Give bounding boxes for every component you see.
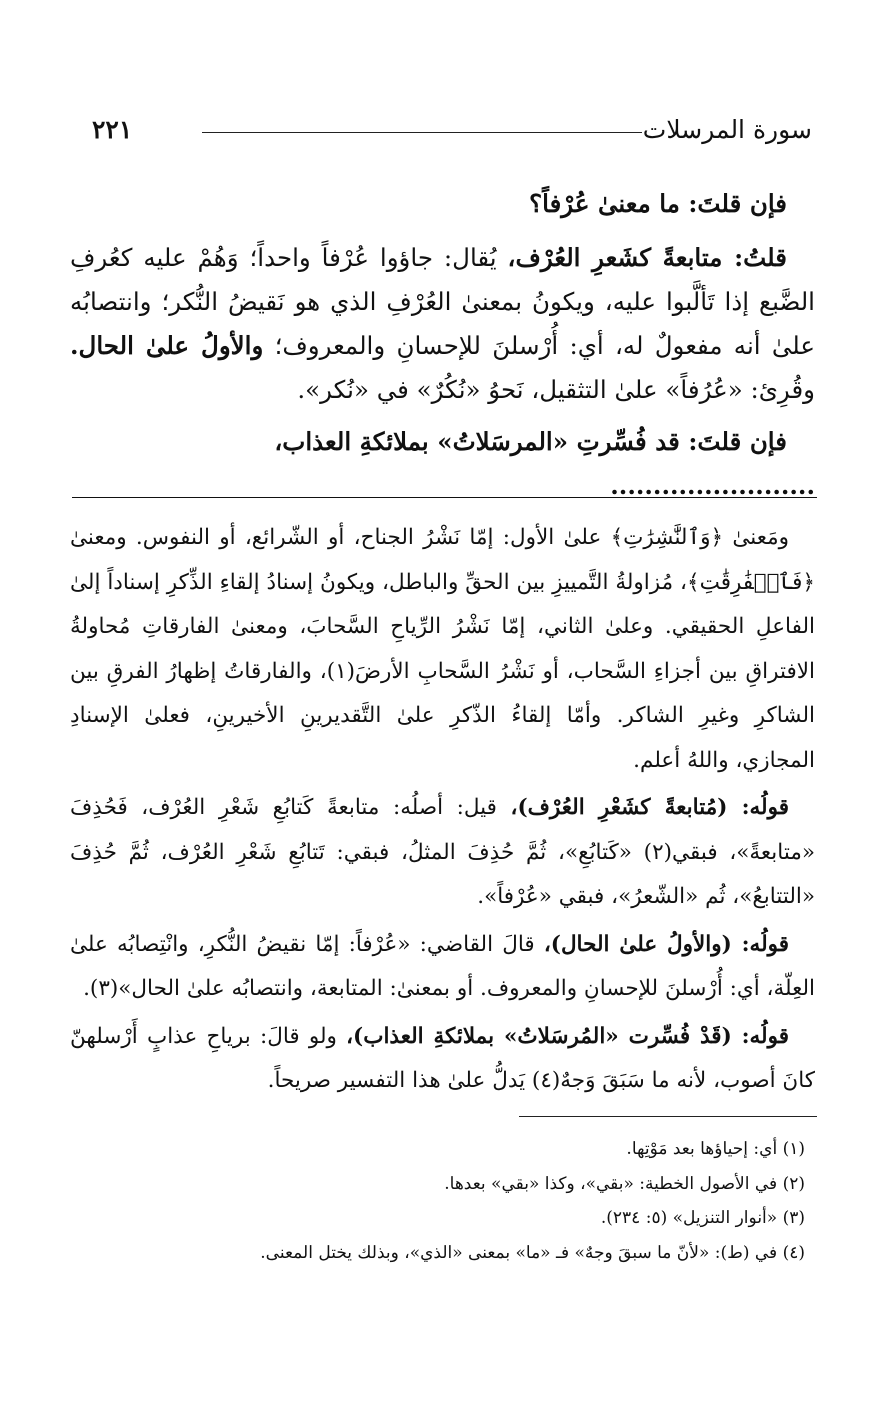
commentary-paragraph-2 [70, 786, 815, 920]
footnote-4: (٤) في (ط): «لأنّ ما سبقَ وجهٌ» فـ «ما» بمعنى «الذي»، وبذلك يختل المعنى. [260, 1242, 805, 1263]
text-commentary-divider [72, 497, 817, 498]
commentary-quote-3: قولُه: (والأولُ علىٰ الحال)، [543, 931, 790, 957]
footnote-1: (١) أي: إحياؤها بعد مَوْتِها. [626, 1139, 805, 1159]
commentary-body-3: قالَ القاضي: «عُرْفاً: إمّا نقيضُ النُّكرِ، وانْتِصابُه علىٰ العِلّة، أي: أُرْسلنَ للإحسانِ والمعروف. أو بمعنىٰ: المتابعة، وانتصابُه علىٰ الحال»(٣). [70, 931, 815, 1001]
question-1 [70, 182, 815, 226]
answer-1-reading: وقُرِئ: «عُرُفاً» علىٰ التثقيل، نَحوُ «نُكُرٌ» في «نُكر». [297, 375, 815, 404]
main-text [70, 182, 815, 508]
header-rule [202, 132, 642, 133]
commentary-body-2: قيل: أصلُه: متابعةً كَتابُعِ شَعْرِ العُرْف، فَحُذِفَ «متابعةً»، فبقي(٢) «كَتابُعِ»، ثُمَّ حُذِفَ المثلُ، فبقي: تَتابُعِ شَعْرِ العُرْف، ثُمَّ حُذِفَ «التتابعُ»، ثُم «الشّعرُ»، فبقي «عُرْفاً». [70, 795, 816, 909]
question-1-text: فإن قلتَ: ما معنىٰ عُرْفاً؟ [529, 189, 787, 218]
commentary-paragraph-1: ومَعنىٰ ﴿وَٱلنَّٰشِرَٰتِ﴾ علىٰ الأول: إمّا نَشْرُ الجناح، أو الشّرائع، أو النفوس. ومعنىٰ ﴿فَٱلۡفَٰرِقَٰتِ﴾، مُزاولةُ التَّمييزِ بين الحقِّ والباطل، ويكونُ إسنادُ إلقاءِ الذِّكرِ إسناداً إلىٰ الفاعلِ الحقيقي. وعلىٰ الثاني، إمّا نَشْرُ الرِّياحِ السَّحابَ، ومعنىٰ الفارقاتِ مُحاولةُ الافتراقِ بين أجزاءِ السَّحاب، أو نَشْرُ السَّحابِ الأرضَ(١)، والفارقاتُ إظهارُ الفرقِ بين الشاكرِ وغيرِ الشاكر. وأمّا إلقاءُ الذّكرِ علىٰ التَّقديرينِ الأخيرينِ، فعلىٰ الإسنادِ المجازي، واللهُ أعلم. [70, 525, 815, 773]
commentary-paragraph-3 [70, 923, 815, 1012]
answer-1 [70, 236, 815, 412]
question-2-text: فإن قلتَ: قد فُسِّرتِ «المرسَلاتُ» بملائكةِ العذاب، ........................ [274, 427, 815, 500]
footnote-rule [519, 1116, 817, 1117]
commentary-quote-4: قولُه: (قَدْ فُسِّرت «المُرسَلاتُ» بملائكةِ العذاب)، [346, 1023, 789, 1049]
commentary-text [70, 516, 815, 1107]
footnote-2: (٢) في الأصول الخطية: «بقي»، وكذا «بقي» بعدها. [444, 1173, 805, 1194]
answer-1-ruling: والأولُ علىٰ الحال. [70, 331, 264, 360]
commentary-quote-2: قولُه: (مُتابعةً كشَعْرِ العُرْف)، [510, 795, 789, 820]
commentary-body-4: ولو قالَ: برياحِ عذابٍ أَرْسلهنّ كانَ أصوب، لأنه ما سَبَقَ وَجهٌ(٤) يَدلُّ علىٰ هذا التفسير صريحاً. [70, 1023, 815, 1093]
footnote-3: (٣) «أنوار التنزيل» (٥: ٢٣٤). [600, 1208, 805, 1228]
page-header [92, 112, 812, 148]
answer-1-body: يُقال: جاؤوا عُرْفاً واحداً؛ وَهُمْ عليه كعُرفِ الضَّبع إذا تَألَّبوا عليه، ويكونُ بمعنىٰ العُرْفِ الذي هو نَقيضُ النُّكر؛ وانتصابُه علىٰ أنه مفعولٌ له، أي: أُرْسلنَ للإحسانِ والمعروف؛ [70, 243, 815, 360]
page-number: ٢٢١ [92, 115, 133, 144]
commentary-paragraph-4 [70, 1015, 815, 1104]
footnotes [70, 1132, 815, 1270]
question-2 [70, 420, 815, 508]
answer-1-lead: قلتُ: متابعةً كشَعرِ العُرْف، [507, 243, 787, 272]
running-title: سورة المرسلات [642, 115, 812, 144]
